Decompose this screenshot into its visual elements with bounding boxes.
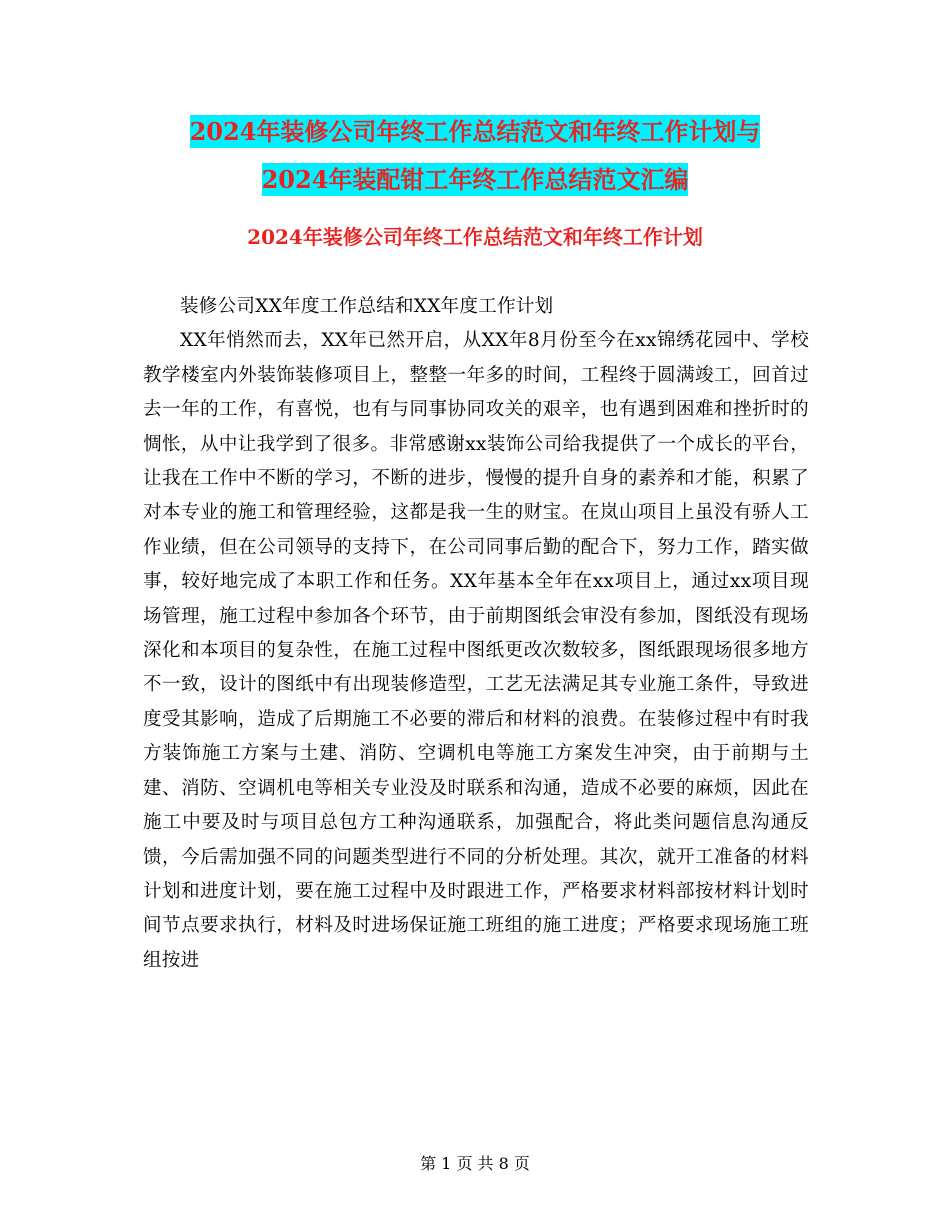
paragraph-body: XX年悄然而去，XX年已然开启，从XX年8月份至今在xx锦绣花园中、学校教学楼室内外装饰装修项目上，整整一年多的时间，工程终于圆满竣工，回首过去一年的工作，有喜悦，也有与同事协同攻关的艰辛，也有遇到困难和挫折时的惆怅，从中让我学到了很多。非常感谢xx装饰公司给我提供了一个成长的平台，让我在工作中不断的学习，不断的进步，慢慢的提升自身的素养和才能，积累了对本专业的施工和管理经验，这都是我一生的财宝。在岚山项目上虽没有骄人工作业绩，但在公司领导的支持下，在公司同事后勤的配合下，努力工作，踏实做事，较好地完成了本职工作和任务。XX年基本全年在xx项目上，通过xx项目现场管理，施工过程中参加各个环节，由于前期图纸会审没有参加，图纸没有现场深化和本项目的复杂性，在施工过程中图纸更改次数较多，图纸跟现场很多地方不一致，设计的图纸中有出现装修造型，工艺无法满足其专业施工条件，导致进度受其影响，造成了后期施工不必要的滞后和材料的浪费。在装修过程中有时我方装饰施工方案与土建、消防、空调机电等施工方案发生冲突，由于前期与土建、消防、空调机电等相关专业没及时联系和沟通，造成不必要的麻烦，因此在施工中要及时与项目总包方工种沟通联系，加强配合，将此类问题信息沟通反馈，今后需加强不同的问题类型进行不同的分析处理。其次，就开工准备的材料计划和进度计划，要在施工过程中及时跟进工作，严格要求材料部按材料计划时间节点要求执行，材料及时进场保证施工班组的施工进度；严格要求现场施工班组按进 — [143, 330, 809, 971]
main-title — [140, 108, 810, 204]
section-title: 2024年装修公司年终工作总结范文和年终工作计划 — [247, 225, 703, 249]
main-title-line-2: 2024年装配钳工年终工作总结范文汇编 — [261, 165, 689, 194]
main-title-line-1: 2024年装修公司年终工作总结范文和年终工作计划与 — [189, 117, 761, 146]
paragraph-heading: 装修公司XX年度工作总结和XX年度工作计划 — [180, 296, 554, 317]
page-footer: 第 1 页 共 8 页 — [420, 1154, 530, 1173]
body-text — [143, 290, 809, 978]
